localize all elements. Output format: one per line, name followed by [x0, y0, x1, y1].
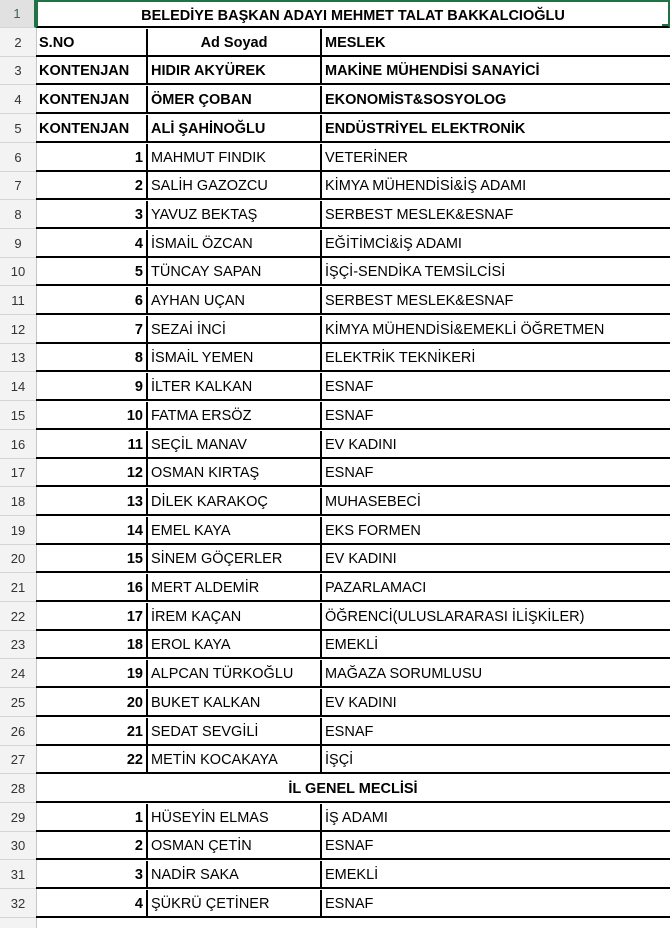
row-number[interactable]: 25	[0, 689, 36, 717]
cell-job[interactable]: EV KADINI	[322, 431, 670, 459]
cell-sno[interactable]: 19	[36, 660, 148, 688]
sheet-row	[0, 775, 670, 803]
cell-sno[interactable]: 3	[36, 861, 148, 889]
row-number[interactable]: 10	[0, 258, 36, 286]
row-number[interactable]: 3	[0, 57, 36, 85]
cell-name[interactable]: YAVUZ BEKTAŞ	[148, 201, 322, 229]
sheet-row	[0, 459, 670, 487]
row-number[interactable]: 18	[0, 488, 36, 516]
cell-sno[interactable]: 20	[36, 689, 148, 717]
row-number[interactable]: 28	[0, 775, 36, 803]
row-number[interactable]: 1	[0, 0, 36, 28]
sheet-row	[0, 172, 670, 200]
sheet-row	[0, 316, 670, 344]
cell-sno[interactable]: 4	[36, 230, 148, 258]
row-number[interactable]: 23	[0, 631, 36, 659]
cell-sno[interactable]: 2	[36, 832, 148, 860]
cell-name[interactable]: NADİR SAKA	[148, 861, 322, 889]
sheet-row	[0, 689, 670, 717]
row-number[interactable]: 4	[0, 86, 36, 114]
cell-name[interactable]: İSMAİL ÖZCAN	[148, 230, 322, 258]
cell-sno[interactable]: 10	[36, 402, 148, 430]
sheet-row	[0, 832, 670, 860]
sheet-row	[0, 890, 670, 918]
row-number[interactable]: 5	[0, 115, 36, 143]
sheet-row	[0, 201, 670, 229]
cell-sno[interactable]: 8	[36, 344, 148, 372]
row-number[interactable]: 14	[0, 373, 36, 401]
header-name[interactable]: Ad Soyad	[148, 29, 322, 57]
sheet-row	[0, 0, 670, 28]
cell-job[interactable]: ELEKTRİK TEKNİKERİ	[322, 344, 670, 372]
cell-name[interactable]: HIDIR AKYÜREK	[148, 57, 322, 85]
sheet-row	[0, 574, 670, 602]
row-number[interactable]: 15	[0, 402, 36, 430]
cell-job[interactable]: MUHASEBECİ	[322, 488, 670, 516]
sheet-row	[0, 144, 670, 172]
cell-job[interactable]: EV KADINI	[322, 689, 670, 717]
cell-name[interactable]: ŞÜKRÜ ÇETİNER	[148, 890, 322, 918]
sheet-row	[0, 517, 670, 545]
sheet-row	[0, 431, 670, 459]
cell-sno[interactable]: 5	[36, 258, 148, 286]
header-sno[interactable]: S.NO	[36, 29, 148, 57]
row-number[interactable]: 11	[0, 287, 36, 315]
sheet-row	[0, 57, 670, 85]
cell-job[interactable]: ESNAF	[322, 373, 670, 401]
cell-sno[interactable]: 11	[36, 431, 148, 459]
cell-sno[interactable]: 14	[36, 517, 148, 545]
cell-sno[interactable]: 12	[36, 459, 148, 487]
sheet-row	[0, 402, 670, 430]
row-number[interactable]: 20	[0, 545, 36, 573]
header-job[interactable]: MESLEK	[322, 29, 670, 57]
cell-job[interactable]: EV KADINI	[322, 545, 670, 573]
cell-name[interactable]: METİN KOCAKAYA	[148, 746, 322, 774]
title-cell[interactable]: BELEDİYE BAŞKAN ADAYI MEHMET TALAT BAKKALCIOĞLU	[36, 0, 670, 28]
row-number[interactable]: 26	[0, 718, 36, 746]
cell-sno[interactable]: 1	[36, 804, 148, 832]
row-number[interactable]: 27	[0, 746, 36, 774]
cell-job[interactable]: İŞÇİ-SENDİKA TEMSİLCİSİ	[322, 258, 670, 286]
row-number[interactable]: 7	[0, 172, 36, 200]
cell-job[interactable]: KİMYA MÜHENDİSİ&EMEKLİ ÖĞRETMEN	[322, 316, 670, 344]
cell-job[interactable]: İŞÇİ	[322, 746, 670, 774]
cell-name[interactable]: OSMAN KIRTAŞ	[148, 459, 322, 487]
cell-sno[interactable]: 9	[36, 373, 148, 401]
cell-sno[interactable]: 4	[36, 890, 148, 918]
sheet-row	[0, 861, 670, 889]
sheet-row	[0, 287, 670, 315]
cell-name[interactable]: SEDAT SEVGİLİ	[148, 718, 322, 746]
cell-sno[interactable]: 21	[36, 718, 148, 746]
cell-job[interactable]: ESNAF	[322, 459, 670, 487]
cell-sno[interactable]: 7	[36, 316, 148, 344]
sheet-row	[0, 373, 670, 401]
cell-name[interactable]: FATMA ERSÖZ	[148, 402, 322, 430]
cell-name[interactable]: İSMAİL YEMEN	[148, 344, 322, 372]
cell-job[interactable]: ENDÜSTRİYEL ELEKTRONİK	[322, 115, 670, 143]
cell-job[interactable]: VETERİNER	[322, 144, 670, 172]
row-number[interactable]: 13	[0, 344, 36, 372]
cell-name[interactable]: ALPCAN TÜRKOĞLU	[148, 660, 322, 688]
cell-sno[interactable]: KONTENJAN	[36, 57, 148, 85]
cell-sno[interactable]: 2	[36, 172, 148, 200]
cell-job[interactable]: PAZARLAMACI	[322, 574, 670, 602]
cell-name[interactable]: AYHAN UÇAN	[148, 287, 322, 315]
cell-job[interactable]: SERBEST MESLEK&ESNAF	[322, 201, 670, 229]
sheet-row	[0, 804, 670, 832]
row-number[interactable]: 30	[0, 832, 36, 860]
sheet-row	[0, 603, 670, 631]
cell-job[interactable]: EMEKLİ	[322, 631, 670, 659]
cell-name[interactable]: İLTER KALKAN	[148, 373, 322, 401]
row-number[interactable]: 22	[0, 603, 36, 631]
cell-sno[interactable]: 1	[36, 144, 148, 172]
cell-name[interactable]: OSMAN ÇETİN	[148, 832, 322, 860]
cell-job[interactable]: MAĞAZA SORUMLUSU	[322, 660, 670, 688]
cell-job[interactable]: ESNAF	[322, 890, 670, 918]
cell-name[interactable]: SEÇİL MANAV	[148, 431, 322, 459]
sheet-row	[0, 488, 670, 516]
cell-sno[interactable]: 22	[36, 746, 148, 774]
cell-name[interactable]: SALİH GAZOZCU	[148, 172, 322, 200]
row-number[interactable]: 16	[0, 431, 36, 459]
cell-job[interactable]: KİMYA MÜHENDİSİ&İŞ ADAMI	[322, 172, 670, 200]
cell-job[interactable]: ESNAF	[322, 832, 670, 860]
cell-name[interactable]: HÜSEYİN ELMAS	[148, 804, 322, 832]
row-number[interactable]: 19	[0, 517, 36, 545]
cell-name[interactable]: BUKET KALKAN	[148, 689, 322, 717]
cell-job[interactable]: SERBEST MESLEK&ESNAF	[322, 287, 670, 315]
cell-job[interactable]: EKS FORMEN	[322, 517, 670, 545]
sheet-row	[0, 86, 670, 114]
cell-job[interactable]: EMEKLİ	[322, 861, 670, 889]
cell-sno[interactable]: 15	[36, 545, 148, 573]
sheet-row	[0, 230, 670, 258]
cell-job[interactable]: MAKİNE MÜHENDİSİ SANAYİCİ	[322, 57, 670, 85]
cell-sno[interactable]: KONTENJAN	[36, 115, 148, 143]
row-number[interactable]: 2	[0, 29, 36, 57]
fill-handle[interactable]	[662, 24, 668, 28]
cell-name[interactable]: SİNEM GÖÇERLER	[148, 545, 322, 573]
cell-name[interactable]: TÜNCAY SAPAN	[148, 258, 322, 286]
sheet-row	[0, 29, 670, 57]
sheet-row	[0, 631, 670, 659]
row-number[interactable]: 24	[0, 660, 36, 688]
cell-name[interactable]: SEZAİ İNCİ	[148, 316, 322, 344]
row-number[interactable]: 32	[0, 890, 36, 918]
row-number[interactable]: 8	[0, 201, 36, 229]
cell-name[interactable]: ALİ ŞAHİNOĞLU	[148, 115, 322, 143]
cell-job[interactable]: EĞİTİMCİ&İŞ ADAMI	[322, 230, 670, 258]
sheet-row	[0, 718, 670, 746]
cell-job[interactable]: ESNAF	[322, 718, 670, 746]
section-title[interactable]: İL GENEL MECLİSİ	[36, 775, 670, 803]
cell-sno[interactable]: 3	[36, 201, 148, 229]
cell-name[interactable]: MAHMUT FINDIK	[148, 144, 322, 172]
row-number[interactable]: 17	[0, 459, 36, 487]
row-number[interactable]: 31	[0, 861, 36, 889]
sheet-row	[0, 660, 670, 688]
cell-name[interactable]: MERT ALDEMİR	[148, 574, 322, 602]
cell-job[interactable]: ÖĞRENCİ(ULUSLARARASI İLİŞKİLER)	[322, 603, 670, 631]
cell-name[interactable]: EMEL KAYA	[148, 517, 322, 545]
cell-name[interactable]: EROL KAYA	[148, 631, 322, 659]
cell-job[interactable]: ESNAF	[322, 402, 670, 430]
cell-sno[interactable]: 18	[36, 631, 148, 659]
sheet-row	[0, 258, 670, 286]
sheet-row	[0, 746, 670, 774]
cell-sno[interactable]: 13	[36, 488, 148, 516]
cell-name[interactable]: İREM KAÇAN	[148, 603, 322, 631]
sheet-row	[0, 344, 670, 372]
row-number[interactable]: 6	[0, 144, 36, 172]
cell-sno[interactable]: 16	[36, 574, 148, 602]
cell-job[interactable]: EKONOMİST&SOSYOLOG	[322, 86, 670, 114]
row-number[interactable]: 12	[0, 316, 36, 344]
cell-name[interactable]: ÖMER ÇOBAN	[148, 86, 322, 114]
row-number[interactable]: 29	[0, 804, 36, 832]
sheet-row	[0, 545, 670, 573]
cell-sno[interactable]: 6	[36, 287, 148, 315]
sheet-row	[0, 115, 670, 143]
cell-job[interactable]: İŞ ADAMI	[322, 804, 670, 832]
cell-name[interactable]: DİLEK KARAKOÇ	[148, 488, 322, 516]
row-number[interactable]: 9	[0, 230, 36, 258]
cell-sno[interactable]: 17	[36, 603, 148, 631]
cell-sno[interactable]: KONTENJAN	[36, 86, 148, 114]
row-number[interactable]: 21	[0, 574, 36, 602]
